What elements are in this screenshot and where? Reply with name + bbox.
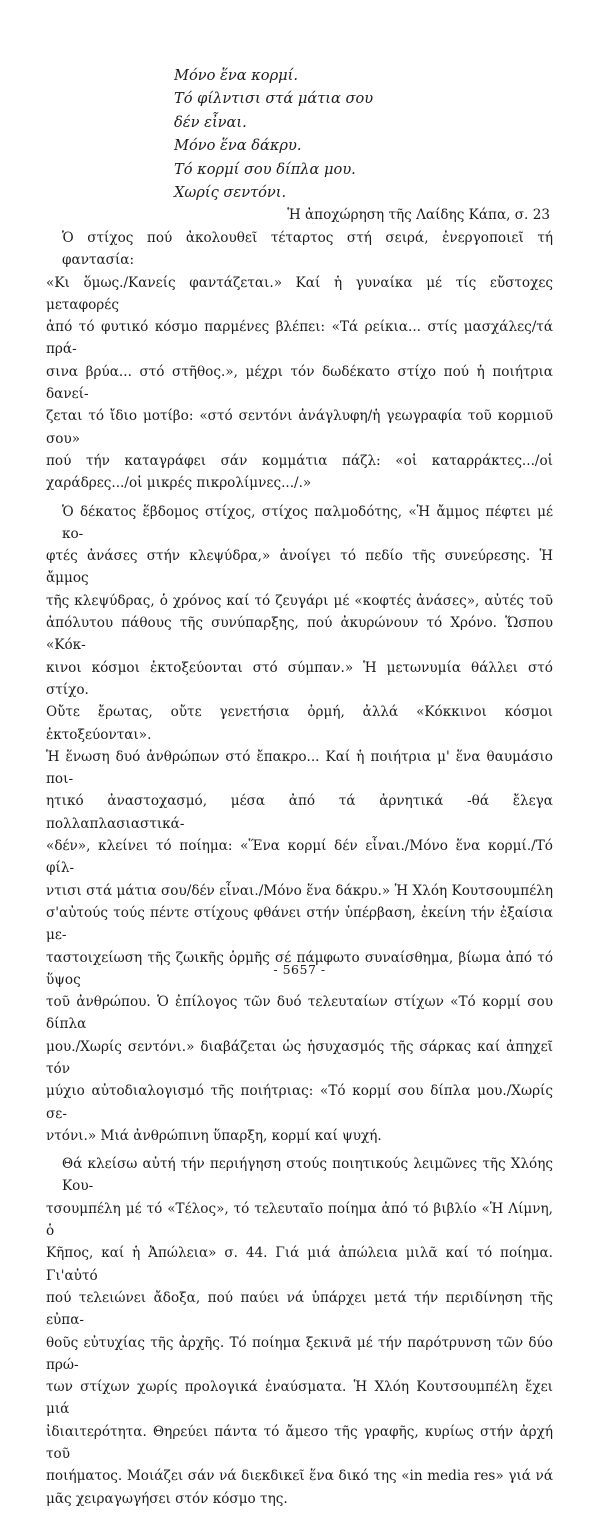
paragraph-line: Κῆπος, καί ἡ Ἀπώλεια» σ. 44. Γιά μιά ἀπώλεια μιλᾶ καί τό ποίημα. Γι'αὐτό xyxy=(46,1245,553,1284)
paragraph-line: ἀπό τό φυτικό κόσμο παρμένες βλέπει: «Τά ρείκια... στίς μασχάλες/τά πρά- xyxy=(46,319,553,358)
paragraph-line: τσουμπέλη μέ τό «Τέλος», τό τελευταῖο ποίημα ἀπό τό βιβλίο «Ἡ Λίμνη, ὁ xyxy=(46,1200,553,1240)
paragraph-line: Ὁ δέκατος ἕβδομος στίχος, στίχος παλμοδότης, «Ἡ ἄμμος πέφτει μέ κο- xyxy=(62,503,553,542)
poem-source-citation: Ἡ ἀποχώρηση τῆς Λαίδης Κάπα, σ. 23 xyxy=(287,207,550,223)
paragraph-line: ἀπόλυτου πάθους τῆς συνύπαρξης, πού ἀκυρώνουν τό Χρόνο. Ὥσπου «Κόκ- xyxy=(46,615,553,654)
poem-line: δέν εἶναι. xyxy=(174,113,247,131)
paragraph-line: ντισι στά μάτια σου/δέν εἶναι./Μόνο ἕνα δάκρυ.» Ἡ Χλόη Κουτσουμπέλη xyxy=(46,882,553,899)
poem-line: Μόνο ἕνα κορμί. xyxy=(174,67,299,84)
paragraph-line: των στίχων χωρίς προλογικά ἐναύσματα. Ἡ Χλόη Κουτσουμπέλη ἔχει μιά xyxy=(46,1379,553,1418)
page-number: - 5657 - xyxy=(273,962,326,977)
paragraph-line: ἰδιαιτερότητα. Θηρεύει πάντα τό ἄμεσο τῆς γραφῆς, κυρίως στήν ἀρχή τοῦ xyxy=(46,1423,553,1463)
paragraph-line: Θά κλείσω αὐτή τήν περιήγηση στούς ποιητικούς λειμῶνες τῆς Χλόης Κου- xyxy=(62,1156,553,1195)
paragraph-line: θοῦς εὐτυχίας τῆς ἀρχῆς. Τό ποίημα ξεκινᾶ μέ τήν παρότρυνση τῶν δύο πρώ- xyxy=(46,1334,553,1373)
paragraph-line: μύχιο αὐτοδιαλογισμό τῆς ποιήτριας: «Τό κορμί σου δίπλα μου./Χωρίς σε- xyxy=(46,1083,553,1122)
paragraph-line: σ'αὐτούς τούς πέντε στίχους φθάνει στήν ὑπέρβαση, ἐκείνη τήν ἐξαίσια με- xyxy=(46,904,553,944)
paragraph-line: κινοι κόσμοι ἐκτοξεύονται στό σύμπαν.» Ἡ μετωνυμία θάλλει στό στίχο. xyxy=(46,659,553,698)
poem-quote xyxy=(174,64,534,204)
paragraph-line: ταστοιχείωση τῆς ζωικῆς ὁρμῆς σέ πάμφωτο συναίσθημα, βίωμα ἀπό τό ὕψος xyxy=(46,949,553,988)
body-paragraph xyxy=(46,1153,553,1510)
body-paragraph xyxy=(46,501,553,1148)
paragraph-line: σινα βρύα... στό στῆθος.», μέχρι τόν δωδέκατο στίχο πού ἡ ποιήτρια δανεί- xyxy=(46,363,553,403)
poem-line: Μόνο ἕνα δάκρυ. xyxy=(174,137,302,155)
paragraph-line: ζεται τό ἴδιο μοτίβο: «στό σεντόνι ἀνάγλυφη/ἡ γεωγραφία τοῦ κορμιοῦ σου» xyxy=(46,408,553,447)
paragraph-line: Ἡ ἕνωση δυό ἀνθρώπων στό ἔπακρο... Καί ἡ ποιήτρια μ' ἕνα θαυμάσιο ποι- xyxy=(46,748,553,788)
paragraph-line: πού τήν καταγράφει σάν κομμάτια πάζλ: «οἱ καταρράκτες.../οἱ xyxy=(46,452,553,469)
paragraph-line: ποιήματος. Μοιάζει σάν νά διεκδικεῖ ἕνα δικό της «in media res» γιά νά xyxy=(46,1468,553,1485)
paragraph-line: φτές ἀνάσες στήν κλεψύδρα,» ἀνοίγει τό πεδίο τῆς συνεύρεσης. Ἡ ἄμμος xyxy=(46,548,553,587)
paragraph-line: Οὔτε ἔρωτας, οὔτε γενετήσια ὁρμή, ἀλλά «Κόκκινοι κόσμοι ἐκτοξεύονται». xyxy=(46,704,553,743)
paragraph-line: πού τελειώνει ἄδοξα, πού παύει νά ὑπάρχει μετά τήν περιδίνηση τῆς εὐπα- xyxy=(46,1289,553,1329)
body-paragraph xyxy=(46,227,553,495)
paragraph-line: μᾶς χειραγωγήσει στόν κόσμο της. xyxy=(46,1490,288,1507)
paragraph-line: χαράδρες.../οἱ μικρές πικρολίμνες.../.» xyxy=(46,475,312,492)
paragraph-line: ντόνι.» Μιά ἀνθρώπινη ὕπαρξη, κορμί καί ψυχή. xyxy=(46,1127,382,1144)
poem-line: Χωρίς σεντόνι. xyxy=(174,184,287,202)
paragraph-line: «Κι ὅμως./Κανείς φαντάζεται.» Καί ἡ γυναίκα μέ τίς εὔστοχες μεταφορές xyxy=(46,274,553,313)
paragraph-line: μου./Χωρίς σεντόνι.» διαβάζεται ὡς ἡσυχασμός τῆς σάρκας καί ἀπηχεῖ τόν xyxy=(46,1038,553,1077)
paragraph-line: Ὁ στίχος πού ἀκολουθεῖ τέταρτος στή σειρά, ἐνεργοποιεῖ τή φαντασία: xyxy=(62,230,553,269)
poem-line: Τό κορμί σου δίπλα μου. xyxy=(174,160,356,178)
body-text xyxy=(46,227,553,1516)
paragraph-line: ητικό ἀναστοχασμό, μέσα ἀπό τά ἀρνητικά -θά ἔλεγα πολλαπλασιαστικά- xyxy=(46,793,553,832)
poem-line: Τό φίλντισι στά μάτια σου xyxy=(174,90,374,108)
paragraph-line: τοῦ ἀνθρώπου. Ὁ ἐπίλογος τῶν δυό τελευταίων στίχων «Τό κορμί σου δίπλα xyxy=(46,994,553,1033)
paragraph-line: «δέν», κλείνει τό ποίημα: «Ἕνα κορμί δέν εἶναι./Μόνο ἕνα κορμί./Τό φίλ- xyxy=(46,838,553,877)
paragraph-line: τῆς κλεψύδρας, ὁ χρόνος καί τό ζευγάρι μέ «κοφτές ἀνάσες», αὐτές τοῦ xyxy=(46,592,553,609)
